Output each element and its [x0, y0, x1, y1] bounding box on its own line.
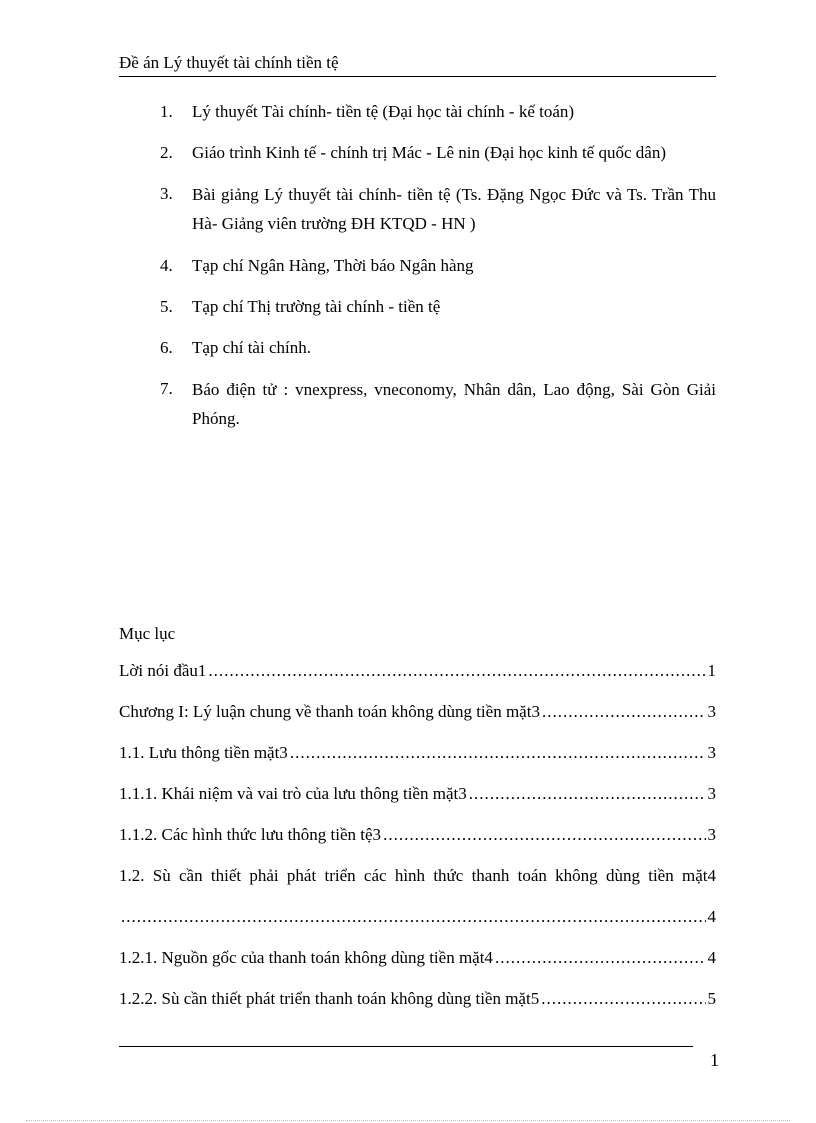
toc-leader-dots — [208, 661, 705, 681]
reference-item — [160, 180, 716, 238]
reference-number: 4. — [160, 256, 173, 275]
toc-entry-label: 1.2.2. Sù cần thiết phát triển thanh toán không dùng tiền mặt5 — [119, 989, 540, 1008]
reference-number: 5. — [160, 297, 173, 316]
reference-list — [160, 98, 716, 447]
toc-entry-page: 3 — [707, 825, 716, 844]
toc-entry-page: 3 — [707, 743, 716, 762]
toc-entry-page: 1 — [707, 661, 716, 680]
running-header — [119, 52, 716, 77]
reference-text: Bài giảng Lý thuyết tài chính- tiền tệ (Ts. Đặng Ngọc Đức và Ts. Trần Thu Hà- Giảng viên trường ĐH KTQD - HN ) — [192, 185, 716, 233]
reference-text: Báo điện tử : vnexpress, vneconomy, Nhân dân, Lao động, Sài Gòn Giải Phóng. — [192, 380, 716, 428]
reference-text: Giáo trình Kinh tế - chính trị Mác - Lê nin (Đại học kinh tế quốc dân) — [192, 143, 666, 162]
reference-number: 2. — [160, 143, 173, 162]
toc-entry[interactable] — [119, 989, 716, 1017]
toc-leader-dots — [495, 948, 706, 968]
reference-item — [160, 98, 716, 125]
reference-text: Tạp chí Ngân Hàng, Thời báo Ngân hàng — [192, 256, 474, 275]
toc-entry-label: 1.2. Sù cần thiết phải phát triển các hình thức thanh toán không dùng tiền mặt4 — [119, 866, 716, 885]
toc-entry-label: 1.2.1. Nguồn gốc của thanh toán không dùng tiền mặt4 — [119, 948, 493, 967]
reference-item — [160, 375, 716, 433]
toc-entry-label: 1.1.1. Khái niệm và vai trò của lưu thông tiền mặt3 — [119, 784, 467, 803]
reference-item — [160, 139, 716, 166]
toc-entry[interactable] — [119, 743, 716, 771]
toc-entry[interactable] — [119, 948, 716, 976]
toc-leader-dots — [541, 989, 705, 1009]
toc-leader-dots — [121, 907, 706, 927]
reference-number: 3. — [160, 184, 173, 203]
reference-number: 7. — [160, 379, 173, 398]
toc-entry-page: 3 — [707, 784, 716, 803]
toc-entry-label: 1.1. Lưu thông tiền mặt3 — [119, 743, 288, 762]
reference-item — [160, 293, 716, 320]
toc-entry[interactable] — [119, 784, 716, 812]
toc-leader-dots — [290, 743, 706, 763]
toc-entry[interactable] — [119, 661, 716, 689]
footer-rule — [119, 1046, 693, 1047]
table-of-contents — [119, 620, 716, 1030]
page-number: 1 — [710, 1050, 719, 1070]
reference-text: Tạp chí Thị trường tài chính - tiền tệ — [192, 297, 441, 316]
reference-number: 1. — [160, 102, 173, 121]
toc-entry-page: 4 — [707, 948, 716, 967]
toc-title: Mục lục — [119, 624, 176, 643]
toc-entry[interactable] — [119, 825, 716, 853]
toc-leader-dots — [469, 784, 706, 804]
toc-entry-page: 5 — [707, 989, 716, 1008]
toc-entry[interactable] — [119, 702, 716, 730]
toc-entry-label: Chương I: Lý luận chung về thanh toán không dùng tiền mặt3 — [119, 702, 540, 721]
toc-leader-dots — [383, 825, 705, 845]
reference-item — [160, 252, 716, 279]
toc-entry-label: 1.1.2. Các hình thức lưu thông tiền tệ3 — [119, 825, 382, 844]
header-title: Đề án Lý thuyết tài chính tiền tệ — [119, 53, 339, 72]
page-edge-divider — [26, 1120, 790, 1121]
reference-number: 6. — [160, 338, 173, 357]
toc-leader-dots — [542, 702, 706, 722]
reference-item — [160, 334, 716, 361]
toc-entry-page: 4 — [707, 907, 716, 926]
toc-entry-continuation[interactable] — [119, 907, 716, 935]
toc-entry[interactable] — [119, 866, 716, 894]
reference-text: Tạp chí tài chính. — [192, 338, 311, 357]
reference-text: Lý thuyết Tài chính- tiền tệ (Đại học tài chính - kế toán) — [192, 102, 575, 121]
toc-entry-page: 3 — [707, 702, 716, 721]
toc-entry-label: Lời nói đầu1 — [119, 661, 207, 680]
